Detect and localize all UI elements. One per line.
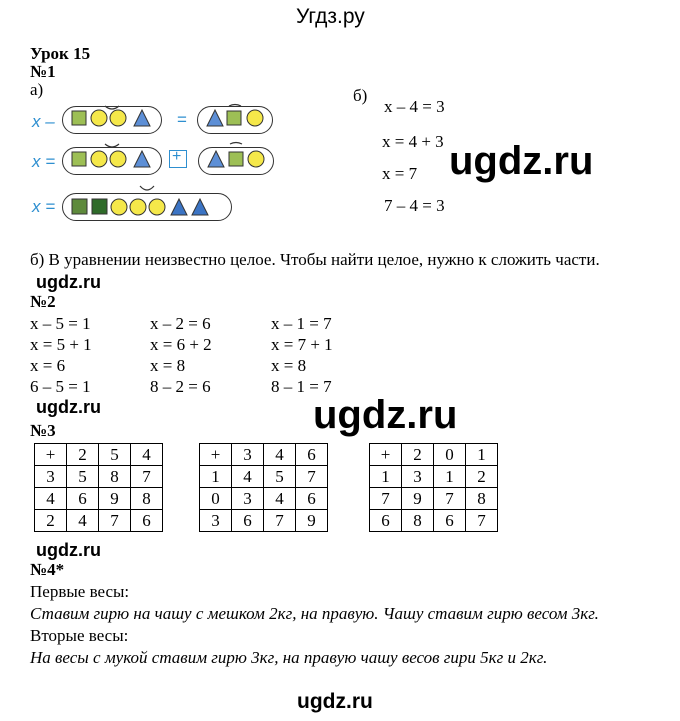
task2-line: x – 5 = 1 (30, 314, 91, 333)
task2-line: x = 6 (30, 356, 66, 375)
table-row (370, 488, 498, 510)
row3-shapes (62, 182, 237, 224)
table-cell: 1 (200, 466, 232, 488)
task2-line: x = 8 (150, 356, 186, 375)
table-cell: 5 (264, 466, 296, 488)
table-cell: 9 (99, 488, 131, 510)
task2-line: x – 2 = 6 (150, 314, 211, 333)
table-cell: 7 (99, 510, 131, 532)
table-cell: 3 (200, 510, 232, 532)
table-row (370, 444, 498, 466)
watermark-footer: ugdz.ru (297, 690, 373, 713)
table-cell: 1 (434, 466, 466, 488)
lesson-title: Урок 15 (30, 44, 91, 63)
row2-label: x = (32, 152, 56, 171)
table-cell: 4 (264, 444, 296, 466)
table-row (200, 488, 328, 510)
table-row (35, 488, 163, 510)
sum-table-1 (34, 443, 163, 532)
row1-left-shapes (62, 100, 182, 140)
table-cell: 6 (67, 488, 99, 510)
table-cell: 0 (200, 488, 232, 510)
table-row (35, 466, 163, 488)
watermark-small-2: ugdz.ru (36, 397, 101, 417)
table-cell: 7 (264, 510, 296, 532)
row2-right-shapes (198, 140, 278, 180)
table-cell: 6 (296, 488, 328, 510)
table-cell: 4 (131, 444, 163, 466)
table-row (200, 444, 328, 466)
equation-1: x – 4 = 3 (384, 97, 445, 116)
task2-line: 8 – 2 = 6 (150, 377, 211, 396)
first-scales-label: Первые весы: (30, 582, 130, 601)
task2-line: 6 – 5 = 1 (30, 377, 91, 396)
row1-label: x – (32, 112, 55, 131)
row2-left-shapes (62, 140, 182, 180)
task1-part-b-label: б) (353, 86, 368, 105)
second-scales-answer: На весы с мукой ставим гирю 3кг, на правую чашу весов гири 5кг и 2кг. (30, 648, 548, 667)
task2-line: x = 7 + 1 (271, 335, 333, 354)
table-cell: + (35, 444, 67, 466)
task2-column-2 (150, 313, 212, 397)
table-cell: 3 (232, 444, 264, 466)
plus-box (169, 150, 187, 168)
task3-header: №3 (30, 421, 56, 440)
table-row (370, 466, 498, 488)
plus-sign: + (172, 148, 182, 165)
task1-answer-b: б) В уравнении неизвестно целое. Чтобы найти целое, нужно к сложить части. (30, 250, 600, 269)
table-row (200, 510, 328, 532)
task2-header: №2 (30, 292, 56, 311)
row1-right-shapes (197, 100, 277, 140)
sum-table-3 (369, 443, 498, 532)
task2-line: x – 1 = 7 (271, 314, 332, 333)
table-cell: 3 (35, 466, 67, 488)
table-cell: + (370, 444, 402, 466)
table-row (370, 510, 498, 532)
table-cell: 6 (232, 510, 264, 532)
equals-sign: = (177, 110, 187, 129)
watermark-small-3: ugdz.ru (36, 540, 101, 560)
task1-header: №1 (30, 62, 56, 81)
table-cell: 9 (296, 510, 328, 532)
equation-4: 7 – 4 = 3 (384, 196, 445, 215)
table-cell: 7 (466, 510, 498, 532)
table-cell: 5 (99, 444, 131, 466)
task1-part-a-label: а) (30, 80, 44, 99)
table-cell: 4 (67, 510, 99, 532)
table-cell: 3 (402, 466, 434, 488)
table-row (200, 466, 328, 488)
watermark-large-2: ugdz.ru (313, 393, 458, 437)
table-cell: + (200, 444, 232, 466)
sum-table-2 (199, 443, 328, 532)
table-row (35, 510, 163, 532)
watermark-large-1: ugdz.ru (449, 139, 594, 183)
table-cell: 7 (434, 488, 466, 510)
table-cell: 2 (466, 466, 498, 488)
task2-line: x = 5 + 1 (30, 335, 92, 354)
row3-label: x = (32, 197, 56, 216)
first-scales-answer: Ставим гирю на чашу с мешком 2кг, на правую. Чашу ставим гирю весом 3кг. (30, 604, 599, 623)
table-cell: 2 (67, 444, 99, 466)
table-cell: 3 (232, 488, 264, 510)
task2-line: 8 – 1 = 7 (271, 377, 332, 396)
table-cell: 8 (131, 488, 163, 510)
second-scales-label: Вторые весы: (30, 626, 129, 645)
table-cell: 6 (370, 510, 402, 532)
table-cell: 2 (402, 444, 434, 466)
table-cell: 6 (131, 510, 163, 532)
table-cell: 1 (466, 444, 498, 466)
watermark-small-1: ugdz.ru (36, 272, 101, 292)
task4-header: №4* (30, 560, 65, 579)
task2-column-3 (271, 313, 333, 397)
task2-line: x = 6 + 2 (150, 335, 212, 354)
table-cell: 9 (402, 488, 434, 510)
table-cell: 7 (296, 466, 328, 488)
table-cell: 6 (434, 510, 466, 532)
table-cell: 7 (131, 466, 163, 488)
equation-2: x = 4 + 3 (382, 132, 444, 151)
table-cell: 7 (370, 488, 402, 510)
table-cell: 0 (434, 444, 466, 466)
table-cell: 2 (35, 510, 67, 532)
task2-column-1 (30, 313, 92, 397)
table-cell: 8 (466, 488, 498, 510)
table-cell: 4 (232, 466, 264, 488)
table-cell: 5 (67, 466, 99, 488)
table-cell: 1 (370, 466, 402, 488)
site-title: Угдз.ру (296, 5, 365, 28)
task2-line: x = 8 (271, 356, 307, 375)
table-cell: 8 (402, 510, 434, 532)
table-cell: 4 (264, 488, 296, 510)
table-cell: 4 (35, 488, 67, 510)
equation-3: x = 7 (382, 164, 418, 183)
table-row (35, 444, 163, 466)
table-cell: 6 (296, 444, 328, 466)
table-cell: 8 (99, 466, 131, 488)
